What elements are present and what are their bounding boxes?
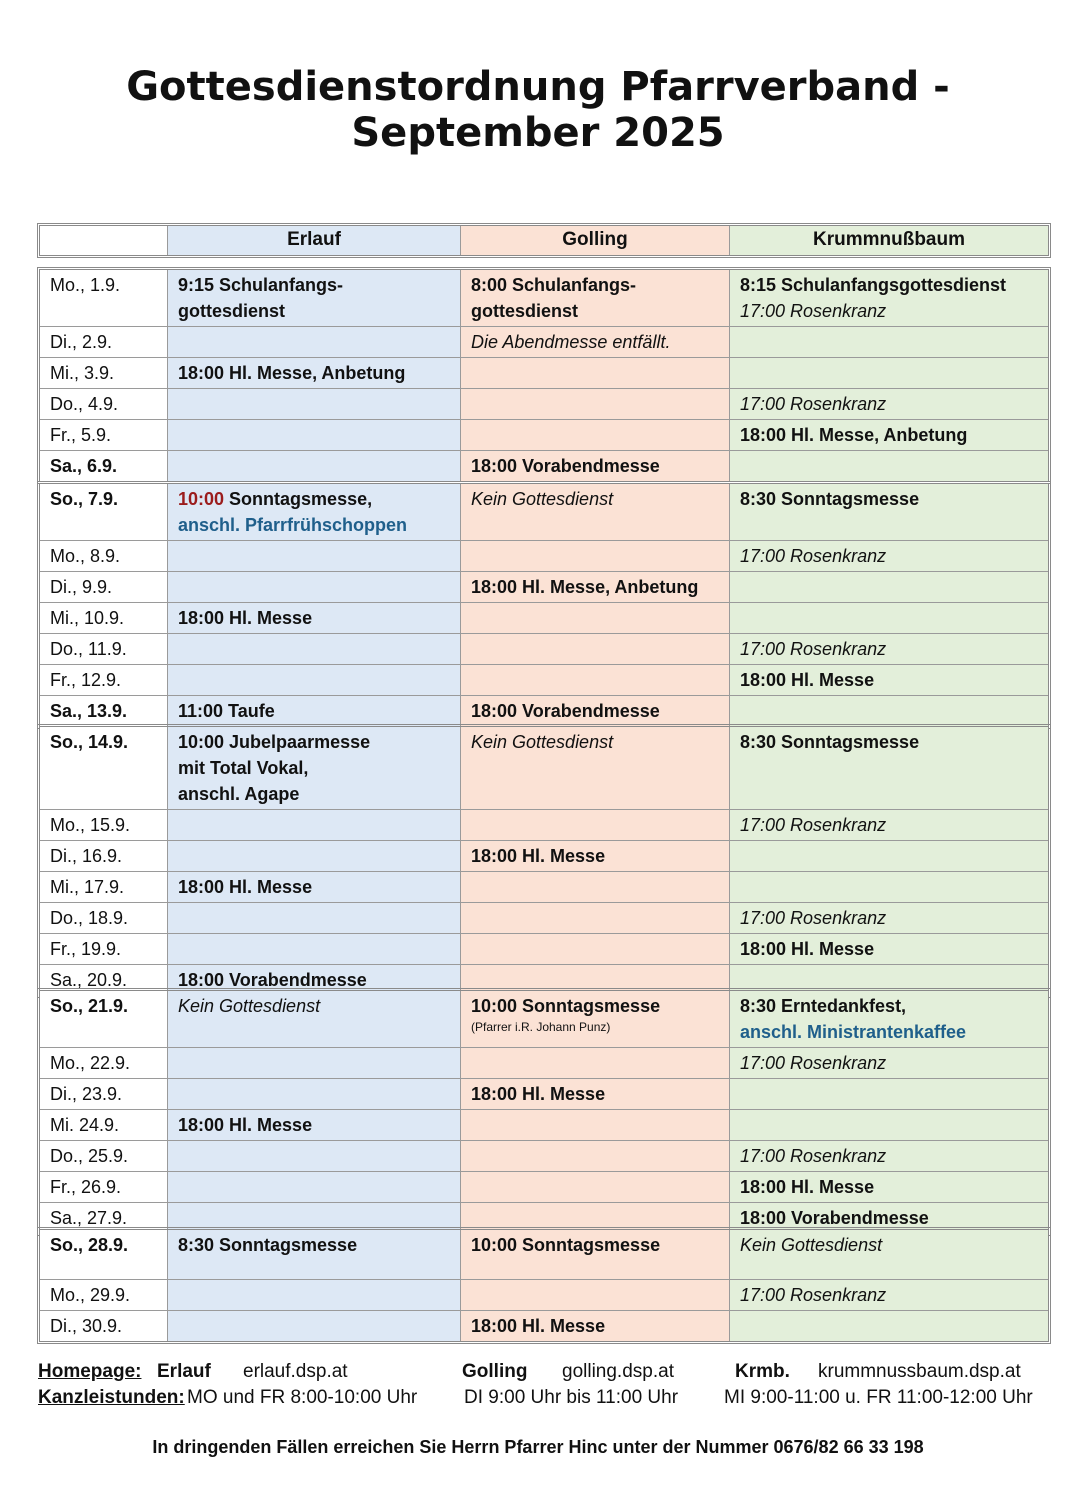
day-cell: Di., 2.9. [40,327,168,358]
entry-text: gottesdienst [178,301,286,321]
entry-text: Sonntagsmesse, [224,489,373,509]
golling-cell: Die Abendmesse entfällt. [461,327,730,358]
table-row [40,420,1048,451]
krummnussbaum-cell [730,872,1048,903]
golling-cell [461,358,730,389]
krmb-label: Krmb. [735,1361,790,1382]
entry-text: 10:00 Sonntagsmesse [471,996,661,1016]
golling-cell: Kein Gottesdienst [461,727,730,810]
erlauf-cell [168,389,461,420]
golling-cell: 18:00 Hl. Messe [461,1311,730,1341]
krmb-link[interactable]: krummnussbaum.dsp.at [818,1361,1021,1382]
krummnussbaum-cell: 17:00 Rosenkranz [730,810,1048,841]
krummnussbaum-cell [730,603,1048,634]
table-row [40,1141,1048,1172]
entry-text: 10:00 Jubelpaarmesse [178,732,371,752]
erlauf-hours: MO und FR 8:00-10:00 Uhr [187,1387,418,1408]
day-cell: So., 21.9. [40,991,168,1048]
erlauf-cell [168,934,461,965]
kanzlei-label: Kanzleistunden: [38,1387,185,1408]
erlauf-link[interactable]: erlauf.dsp.at [243,1361,348,1382]
golling-cell: 18:00 Vorabendmesse [461,451,730,481]
table-row [40,451,1048,481]
title-line-1: Gottesdienstordnung Pfarrverband - [126,64,950,110]
day-cell: Do., 4.9. [40,389,168,420]
krummnussbaum-cell: 17:00 Rosenkranz [730,1048,1048,1079]
week-table-4 [37,988,1051,1236]
krummnussbaum-cell [730,841,1048,872]
krummnussbaum-cell [730,270,1048,327]
golling-cell [461,1172,730,1203]
day-cell: Mo., 1.9. [40,270,168,327]
day-cell: Di., 23.9. [40,1079,168,1110]
erlauf-cell [168,903,461,934]
entry-text: anschl. Pfarrfrühschoppen [178,515,408,535]
golling-cell [461,1280,730,1311]
erlauf-cell [168,1280,461,1311]
krummnussbaum-cell: 17:00 Rosenkranz [730,541,1048,572]
day-cell: Sa., 13.9. [40,696,168,726]
golling-label: Golling [462,1361,528,1382]
erlauf-cell [168,810,461,841]
table-row [40,634,1048,665]
entry-time: 10:00 [178,489,225,509]
erlauf-cell [168,451,461,481]
krummnussbaum-cell [730,1110,1048,1141]
day-cell: Di., 30.9. [40,1311,168,1341]
erlauf-cell: 18:00 Vorabendmesse [168,965,461,995]
krummnussbaum-cell [730,358,1048,389]
day-cell: Fr., 19.9. [40,934,168,965]
golling-cell [461,603,730,634]
week-table-3 [37,724,1051,998]
golling-cell [461,389,730,420]
erlauf-cell: 18:00 Hl. Messe [168,603,461,634]
erlauf-cell [168,541,461,572]
golling-cell [461,665,730,696]
table-row [40,696,1048,726]
krummnussbaum-cell: 8:30 Sonntagsmesse [730,484,1048,541]
krummnussbaum-cell: 17:00 Rosenkranz [730,389,1048,420]
erlauf-cell: 11:00 Taufe [168,696,461,726]
table-row [40,1079,1048,1110]
table-row [40,389,1048,420]
golling-cell [461,1110,730,1141]
day-cell: Mo., 15.9. [40,810,168,841]
table-row [40,665,1048,696]
day-cell: Mi., 3.9. [40,358,168,389]
golling-cell [461,1048,730,1079]
golling-cell: 10:00 Sonntagsmesse [461,1230,730,1280]
table-row [40,572,1048,603]
erlauf-cell [168,634,461,665]
erlauf-cell [168,484,461,541]
day-cell: Sa., 6.9. [40,451,168,481]
krummnussbaum-cell: 18:00 Hl. Messe [730,1172,1048,1203]
golling-cell [461,903,730,934]
column-header-erlauf: Erlauf [168,226,461,255]
day-cell: Mo., 22.9. [40,1048,168,1079]
entry-text: anschl. Agape [178,784,300,804]
krummnussbaum-cell: 8:30 Sonntagsmesse [730,727,1048,810]
krummnussbaum-cell: 17:00 Rosenkranz [730,1141,1048,1172]
homepage-label: Homepage: [38,1361,142,1382]
erlauf-cell [168,841,461,872]
table-row [40,934,1048,965]
krummnussbaum-cell [730,451,1048,481]
krmb-hours: MI 9:00-11:00 u. FR 11:00-12:00 Uhr [724,1387,1033,1408]
erlauf-cell [168,1079,461,1110]
day-cell: Fr., 5.9. [40,420,168,451]
header-empty-cell [40,226,168,255]
entry-text: 8:15 Schulanfangsgottesdienst [740,275,1007,295]
krummnussbaum-cell: 18:00 Hl. Messe, Anbetung [730,420,1048,451]
krummnussbaum-cell [730,1079,1048,1110]
table-row [40,872,1048,903]
week-table-5 [37,1227,1051,1344]
day-cell: Mo., 29.9. [40,1280,168,1311]
golling-cell [461,872,730,903]
table-row [40,327,1048,358]
erlauf-cell: 18:00 Hl. Messe [168,872,461,903]
table-row [40,270,1048,327]
table-row [40,903,1048,934]
erlauf-cell: 18:00 Hl. Messe [168,1110,461,1141]
day-cell: Fr., 26.9. [40,1172,168,1203]
erlauf-cell [168,270,461,327]
emergency-note: In dringenden Fällen erreichen Sie Herrn Pfarrer Hinc unter der Nummer 0676/82 66 33 198 [152,1437,924,1457]
golling-cell [461,810,730,841]
day-cell: So., 28.9. [40,1230,168,1280]
table-row [40,484,1048,541]
day-cell: Mi., 10.9. [40,603,168,634]
table-row [40,727,1048,810]
table-row [40,991,1048,1048]
entry-text: 9:15 Schulanfangs- [178,275,344,295]
golling-cell [461,270,730,327]
day-cell: Do., 18.9. [40,903,168,934]
erlauf-cell [168,1172,461,1203]
krummnussbaum-cell: 17:00 Rosenkranz [730,903,1048,934]
day-cell: Di., 9.9. [40,572,168,603]
entry-text: 17:00 Rosenkranz [740,301,887,321]
krummnussbaum-cell: 18:00 Hl. Messe [730,665,1048,696]
erlauf-cell [168,420,461,451]
krummnussbaum-cell: 18:00 Hl. Messe [730,934,1048,965]
table-row [40,541,1048,572]
table-row [40,1230,1048,1280]
table-row [40,1280,1048,1311]
erlauf-cell: 8:30 Sonntagsmesse [168,1230,461,1280]
header-table [37,223,1051,258]
erlauf-cell: 18:00 Hl. Messe, Anbetung [168,358,461,389]
day-cell: Fr., 12.9. [40,665,168,696]
golling-link[interactable]: golling.dsp.at [562,1361,674,1382]
krummnussbaum-cell [730,572,1048,603]
entry-note: (Pfarrer i.R. Johann Punz) [471,1020,611,1034]
entry-text: 8:00 Schulanfangs- [471,275,637,295]
column-header-krummnussbaum: Krummnußbaum [730,226,1048,255]
krummnussbaum-cell: Kein Gottesdienst [730,1230,1048,1280]
day-cell: Di., 16.9. [40,841,168,872]
table-row [40,358,1048,389]
krummnussbaum-cell [730,696,1048,726]
golling-cell [461,634,730,665]
golling-cell [461,934,730,965]
table-row [40,841,1048,872]
krummnussbaum-cell: 18:00 Vorabendmesse [730,1203,1048,1233]
week-table-1 [37,267,1051,484]
erlauf-cell: Kein Gottesdienst [168,991,461,1048]
golling-hours: DI 9:00 Uhr bis 11:00 Uhr [464,1387,679,1408]
golling-cell: 18:00 Hl. Messe [461,1079,730,1110]
week-table-2 [37,481,1051,729]
day-cell: So., 14.9. [40,727,168,810]
krummnussbaum-cell: 17:00 Rosenkranz [730,634,1048,665]
erlauf-cell [168,327,461,358]
erlauf-cell [168,1141,461,1172]
title-line-2: September 2025 [351,110,725,156]
krummnussbaum-cell: 17:00 Rosenkranz [730,1280,1048,1311]
column-header-golling: Golling [461,226,730,255]
golling-cell: Kein Gottesdienst [461,484,730,541]
krummnussbaum-cell [730,1311,1048,1341]
page-title [0,64,1076,156]
golling-cell: 18:00 Hl. Messe, Anbetung [461,572,730,603]
golling-cell: 18:00 Vorabendmesse [461,696,730,726]
day-cell: Mi. 24.9. [40,1110,168,1141]
entry-text: gottesdienst [471,301,579,321]
day-cell: Sa., 27.9. [40,1203,168,1233]
table-row [40,810,1048,841]
golling-cell [461,991,730,1048]
entry-text: anschl. Ministrantenkaffee [740,1022,967,1042]
erlauf-cell [168,665,461,696]
day-cell: Mi., 17.9. [40,872,168,903]
krummnussbaum-cell [730,327,1048,358]
table-row [40,603,1048,634]
erlauf-cell [168,1048,461,1079]
entry-text: 8:30 Erntedankfest, [740,996,907,1016]
day-cell: Mo., 8.9. [40,541,168,572]
day-cell: Do., 25.9. [40,1141,168,1172]
krummnussbaum-cell [730,991,1048,1048]
golling-cell [461,420,730,451]
entry-text: mit Total Vokal, [178,758,309,778]
table-row [40,1048,1048,1079]
erlauf-cell [168,572,461,603]
table-row [40,1311,1048,1341]
golling-cell [461,1141,730,1172]
table-row [40,1110,1048,1141]
golling-cell: 18:00 Hl. Messe [461,841,730,872]
day-cell: Do., 11.9. [40,634,168,665]
golling-cell [461,541,730,572]
erlauf-cell [168,1311,461,1341]
table-row [40,1172,1048,1203]
erlauf-label: Erlauf [157,1361,211,1382]
day-cell: So., 7.9. [40,484,168,541]
day-cell: Sa., 20.9. [40,965,168,995]
erlauf-cell [168,727,461,810]
